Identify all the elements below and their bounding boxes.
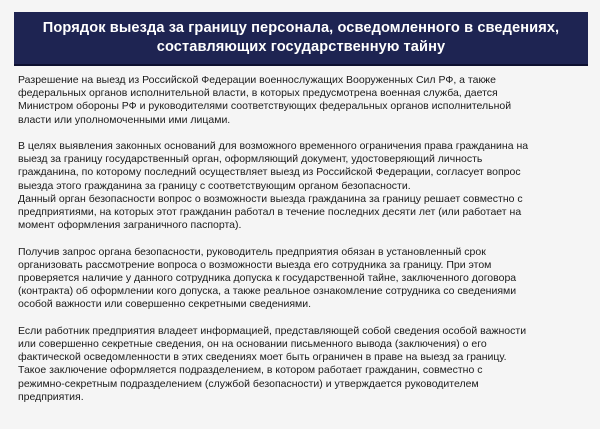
title-banner [14,12,588,66]
paragraph-spacer [18,232,583,245]
paragraph-employer-review: Получив запрос органа безопасности, руководитель предприятия обязан в установленный срок организовать рассмотрение вопроса о возможности выезда его сотрудника за границу. При этом проверяется наличие у данного сотрудника допуска к государственной тайне, заключенного договора (контракта) об оформлении кого допуска, а также реальное ознакомление сотрудника со сведениями особой важности или совершенно секретными сведениями. [18,245,517,311]
paragraph-spacer [18,312,583,325]
slide-title: Порядок выезда за границу персонала, осведомленного в сведениях, составляющих государственную тайну [42,20,560,55]
slide-body [18,74,583,404]
paragraph-exit-permission: Разрешение на выезд из Российской Федерации военнослужащих Вооруженных Сил РФ, а также федеральных органов исполнительной власти, в которых предусмотрена военная служба, дается Министром обороны РФ и руководителями соответствующих федеральных органов исполнительной власти или уполномоченными ими лицами. [18,74,512,126]
paragraph-restriction: Если работник предприятия владеет информацией, представляющей собой сведения особой важности или совершенно секретные сведения, он на основании письменного вывода (заключения) о его фактической осведомленности в этих сведениях моет быть ограничен в праве на выезд за границу. Такое заключение оформляется подразделением, в котором работает гражданин, совместно с режимно-секретным подразделением (службой безопасности) и утверждается руководителем предприятия. [18,324,527,403]
paragraph-security-agency: В целях выявления законных оснований для возможного временного ограничения права гражданина на выезд за границу государственный орган, оформляющий документ, удостоверяющий личность гражданина, по которому последний осуществляет выезд из Российской Федерации, согласует вопрос выезда этого гражданина за границу с соответствующим органом безопасности. Данный орган безопасности вопрос о возможности выезда гражданина за границу решает совместно с предприятиями, на которых этот гражданин работал в течение последних десяти лет (или работает на момент оформления заграничного паспорта). [18,140,529,232]
paragraph-spacer [18,127,583,140]
